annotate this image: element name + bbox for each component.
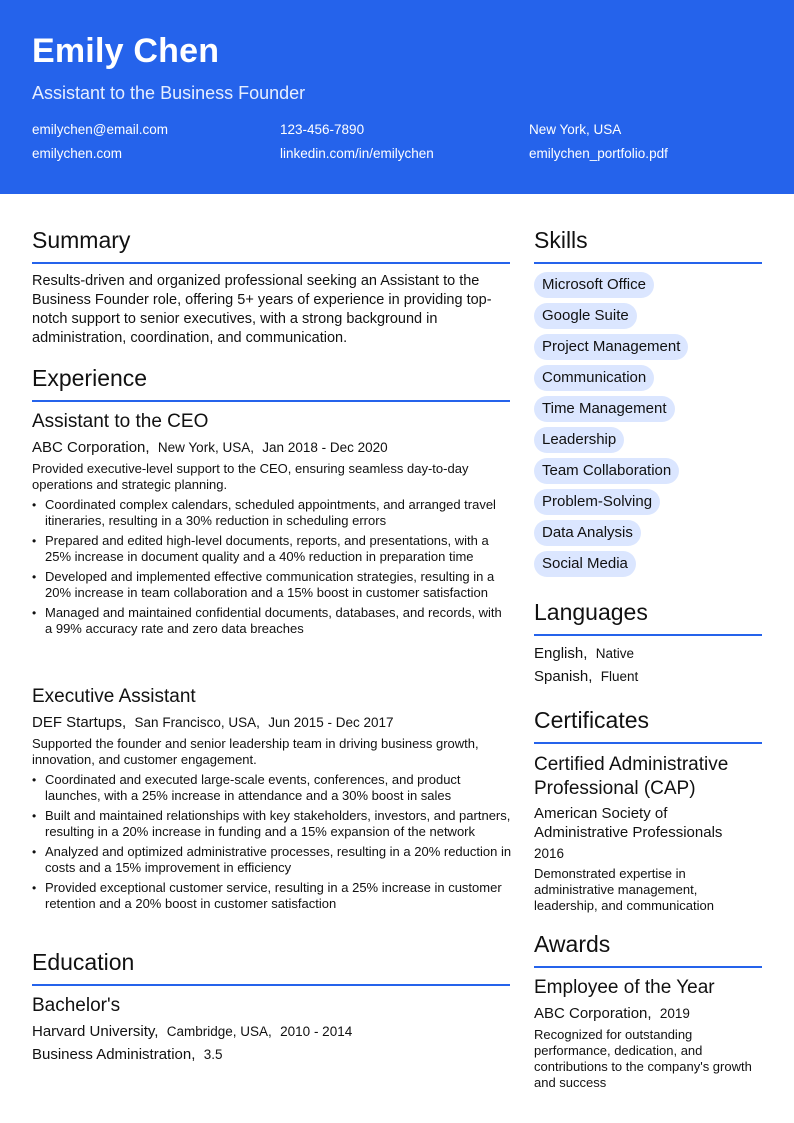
skills-heading: Skills [534, 227, 588, 253]
certificate-year: 2016 [534, 846, 565, 861]
certificate-description: Demonstrated expertise in administrative management, leadership, and communication [534, 866, 714, 913]
summary-text: Results-driven and organized professional seeking an Assistant to the Business Founder role, offering 5+ years of experience in providing top-notch support to senior executives, with a strong background in administration, coordination, and communication. [32, 273, 492, 346]
language-row [534, 645, 634, 662]
award-meta [534, 1005, 690, 1022]
contact-phone[interactable]: 123-456-7890 [280, 122, 365, 137]
summary-heading: Summary [32, 227, 131, 253]
language-level: Native [595, 646, 634, 661]
skill-chip: Problem-Solving [534, 489, 660, 515]
job-company: ABC Corporation, [32, 439, 150, 456]
skill-chip: Microsoft Office [534, 272, 654, 298]
awards-divider [534, 966, 762, 968]
language-name: English, [534, 645, 588, 662]
certificate-issuer: American Society of Administrative Professionals [534, 805, 723, 841]
language-level: Fluent [600, 669, 639, 684]
job-location: New York, USA, [157, 440, 254, 455]
job-title: Executive Assistant [32, 686, 196, 707]
list-item: • Analyzed and optimized administrative processes, resulting in a 20% reduction in costs and a 15% improvement in efficiency [32, 844, 512, 876]
job-bullets [32, 772, 512, 916]
skill-chip: Communication [534, 365, 654, 391]
contact-portfolio[interactable]: emilychen_portfolio.pdf [529, 146, 668, 161]
language-row [534, 668, 638, 685]
job-bullets [32, 497, 512, 641]
award-issuer: ABC Corporation, [534, 1005, 652, 1022]
award-description: Recognized for outstanding performance, dedication, and contributions to the company's growth and success [534, 1027, 752, 1090]
list-item: • Coordinated complex calendars, scheduled appointments, and arranged travel itineraries, resulting in a 30% reduction in scheduling errors [32, 497, 512, 529]
job-location: San Francisco, USA, [134, 715, 260, 730]
experience-divider [32, 400, 510, 402]
skill-chip: Leadership [534, 427, 624, 453]
skill-chip: Time Management [534, 396, 675, 422]
education-gpa: 3.5 [203, 1047, 223, 1062]
award-name: Employee of the Year [534, 977, 715, 998]
skill-chip: Social Media [534, 551, 636, 577]
education-field: Business Administration, [32, 1046, 196, 1063]
education-meta [32, 1023, 352, 1040]
education-location: Cambridge, USA, [166, 1024, 272, 1039]
summary-divider [32, 262, 510, 264]
education-divider [32, 984, 510, 986]
certificates-heading: Certificates [534, 707, 650, 733]
experience-heading: Experience [32, 365, 148, 391]
list-item: • Managed and maintained confidential documents, databases, and records, with a 99% accuracy rate and zero data breaches [32, 605, 512, 637]
contact-email[interactable]: emilychen@email.com [32, 122, 168, 137]
skill-chip: Team Collaboration [534, 458, 679, 484]
education-school: Harvard University, [32, 1023, 159, 1040]
contact-website[interactable]: emilychen.com [32, 146, 123, 161]
job-meta [32, 439, 388, 456]
list-item: • Built and maintained relationships with key stakeholders, investors, and partners, resulting in a 20% increase in funding and a 15% expansion of the network [32, 808, 512, 840]
languages-heading: Languages [534, 599, 648, 625]
job-description: Supported the founder and senior leadership team in driving business growth, innovation, and customer engagement. [32, 736, 479, 767]
job-dates: Jan 2018 - Dec 2020 [262, 440, 388, 455]
candidate-name: Emily Chen [32, 32, 220, 70]
job-description: Provided executive-level support to the CEO, ensuring seamless day-to-day operations and strategic planning. [32, 461, 469, 492]
certificate-name: Certified Administrative Professional (CAP) [534, 754, 729, 799]
contact-location: New York, USA [529, 122, 622, 137]
list-item: • Provided exceptional customer service, resulting in a 25% increase in customer retention and a 20% boost in customer satisfaction [32, 880, 512, 912]
contact-linkedin[interactable]: linkedin.com/in/emilychen [280, 146, 434, 161]
resume-header [0, 0, 794, 194]
job-meta [32, 714, 394, 731]
skill-chip: Data Analysis [534, 520, 641, 546]
award-year: 2019 [659, 1006, 690, 1021]
job-dates: Jun 2015 - Dec 2017 [268, 715, 394, 730]
list-item: • Prepared and edited high-level documents, reports, and presentations, with a 25% increase in document quality and a 40% reduction in preparation time [32, 533, 512, 565]
education-field-row [32, 1046, 223, 1063]
candidate-role: Assistant to the Business Founder [32, 83, 306, 103]
list-item: • Coordinated and executed large-scale events, conferences, and product launches, with a 25% increase in attendance and a 30% boost in sales [32, 772, 512, 804]
education-dates: 2010 - 2014 [280, 1024, 353, 1039]
skills-divider [534, 262, 762, 264]
job-company: DEF Startups, [32, 714, 127, 731]
awards-heading: Awards [534, 931, 611, 957]
list-item: • Developed and implemented effective communication strategies, resulting in a 20% increase in team collaboration and a 15% boost in customer satisfaction [32, 569, 512, 601]
job-title: Assistant to the CEO [32, 411, 209, 432]
language-name: Spanish, [534, 668, 593, 685]
certificates-divider [534, 742, 762, 744]
skill-chip: Project Management [534, 334, 688, 360]
languages-divider [534, 634, 762, 636]
education-degree: Bachelor's [32, 995, 121, 1016]
skill-chip: Google Suite [534, 303, 637, 329]
education-heading: Education [32, 949, 135, 975]
